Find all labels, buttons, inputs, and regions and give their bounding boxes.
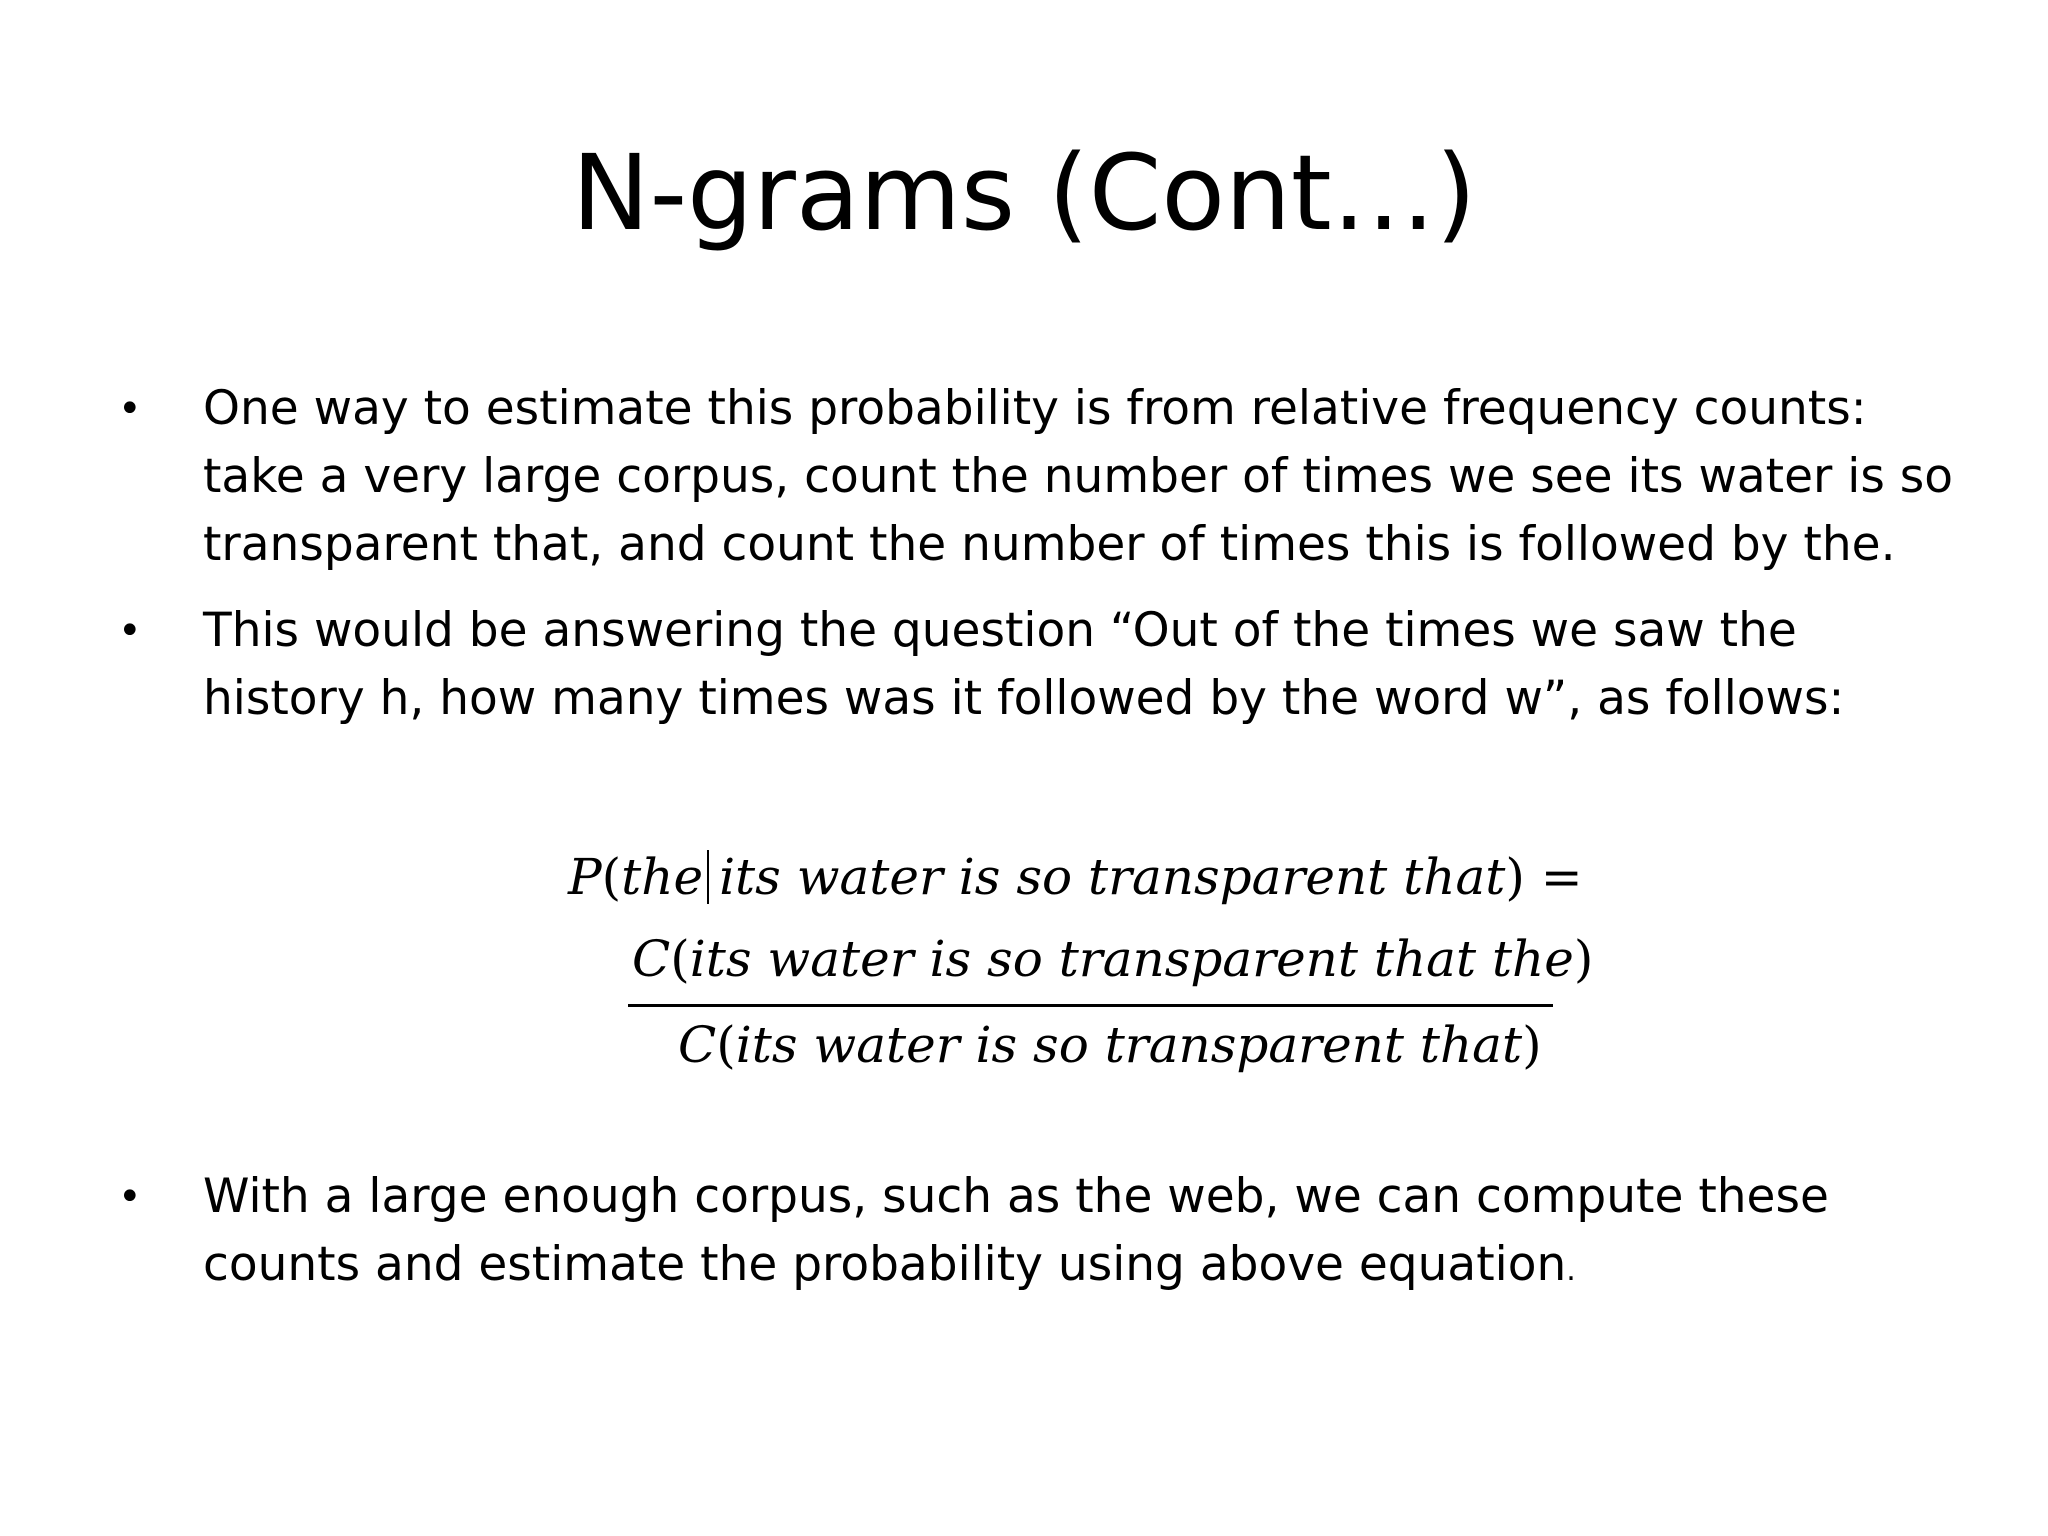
eq-num-close: ) <box>1573 930 1594 988</box>
equation-numerator <box>632 924 1593 994</box>
eq-equals: = <box>1540 848 1583 906</box>
eq-den-close: ) <box>1522 1016 1542 1074</box>
equation-lhs <box>568 842 1583 912</box>
eq-num-func: C <box>632 930 671 988</box>
fraction-bar <box>628 1004 1553 1007</box>
bullet-line: With a large enough corpus, such as the web, we can compute these <box>203 1169 1829 1224</box>
eq-den-arg: its water is so transparent that <box>735 1016 1523 1074</box>
eq-lhs-given: its water is so transparent that <box>719 848 1506 906</box>
eq-den-func: C <box>678 1016 717 1074</box>
eq-num-arg: its water is so transparent that the <box>689 930 1574 988</box>
given-bar <box>707 850 715 904</box>
eq-lhs-close: ) <box>1505 848 1525 906</box>
bullet-line: transparent that, and count the number of times this is followed by the. <box>203 517 1896 572</box>
bullet-line: take a very large corpus, count the number of times we see its water is so <box>203 449 1954 504</box>
eq-lhs-func: P <box>568 848 602 906</box>
bullet-line: This would be answering the question “Out of the times we saw the <box>203 603 1797 658</box>
bullet-glyph: • <box>118 608 142 654</box>
bullet-glyph: • <box>118 1174 142 1220</box>
bullet-text <box>203 597 1844 733</box>
bullet-line <box>203 1231 1829 1299</box>
bullet-text <box>203 375 1953 579</box>
eq-lhs-open: ( <box>601 848 622 906</box>
eq-den-open: ( <box>716 1016 736 1074</box>
bullet-line-text: counts and estimate the probability using above equation <box>203 1237 1567 1292</box>
bullet-line: history h, how many times was it followed by the word w”, as follows: <box>203 671 1845 726</box>
bullet-line: One way to estimate this probability is from relative frequency counts: <box>203 381 1867 436</box>
eq-num-open: ( <box>670 930 690 988</box>
probability-equation <box>560 842 1594 1092</box>
eq-lhs-event: the <box>621 848 704 906</box>
bullet-trailing-period: . <box>1566 1253 1576 1288</box>
bullet-text <box>203 1163 1829 1299</box>
bullet-glyph: • <box>118 386 142 432</box>
equation-denominator <box>678 1010 1542 1080</box>
slide-title: N-grams (Cont…) <box>571 132 1477 254</box>
